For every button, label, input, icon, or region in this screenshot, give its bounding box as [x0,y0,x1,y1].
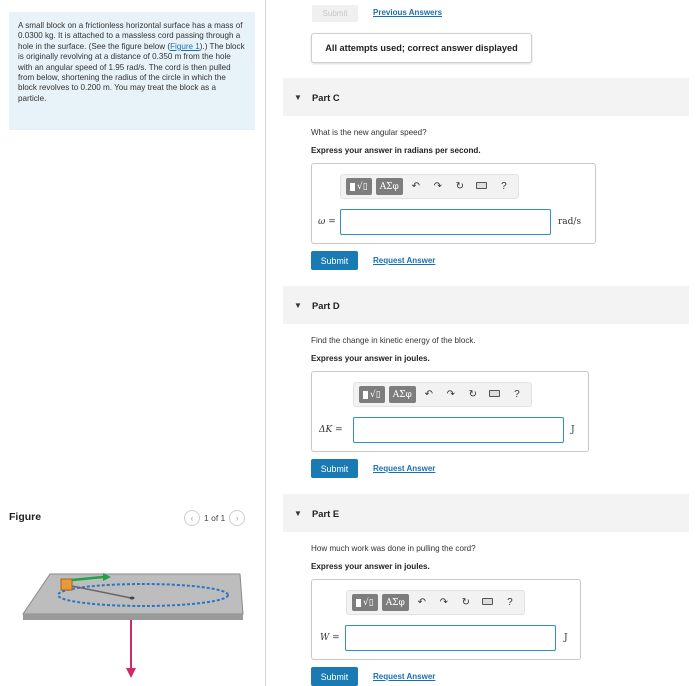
part-e-question: How much work was done in pulling the cord? [311,544,476,553]
part-d-submit-button[interactable]: Submit [311,459,358,478]
part-e-header[interactable] [283,494,689,532]
help-button[interactable]: ? [514,389,520,400]
math-toolbar [340,174,519,199]
caret-down-icon: ▼ [294,300,302,310]
reset-icon[interactable]: ↻ [455,181,465,192]
part-d-answer-panel [311,371,589,452]
submit-button-disabled: Submit [312,5,358,22]
part-c-header[interactable] [283,78,689,116]
problem-statement [9,12,255,130]
part-c-request-answer-link[interactable]: Request Answer [373,256,436,265]
variable-label: ω = [318,217,336,227]
chevron-left-icon: ‹ [190,513,194,523]
part-c-submit-button[interactable]: Submit [311,251,358,270]
variable-label: ΔK = [319,425,343,435]
unit-label: rad/s [558,217,582,227]
symbols-button[interactable]: ΑΣφ [376,178,403,195]
keyboard-icon[interactable] [473,181,491,192]
part-c-instructions: Express your answer in radians per second. [311,146,481,155]
figure-image [15,568,245,683]
redo-icon[interactable]: ↷ [433,181,443,192]
keyboard-icon[interactable] [479,597,497,608]
prev-figure-button[interactable] [184,510,200,526]
attempts-message: All attempts used; correct answer displayed [311,33,532,63]
help-button[interactable]: ? [507,597,513,608]
symbols-button[interactable]: ΑΣφ [382,594,409,611]
figure-pager [184,510,245,526]
redo-icon[interactable]: ↷ [439,597,449,608]
math-toolbar [353,382,532,407]
caret-down-icon: ▼ [294,508,302,518]
part-c-answer-panel [311,163,596,244]
unit-label: J [571,425,575,435]
chevron-right-icon: › [235,513,239,523]
undo-icon[interactable]: ↶ [424,389,434,400]
undo-icon[interactable]: ↶ [411,181,421,192]
part-e-request-answer-link[interactable]: Request Answer [373,672,436,681]
part-c-question: What is the new angular speed? [311,128,427,137]
part-d-header[interactable] [283,286,689,324]
part-d-instructions: Express your answer in joules. [311,354,430,363]
next-figure-button[interactable] [229,510,245,526]
figure-link[interactable]: Figure 1 [170,41,200,51]
math-toolbar [346,590,525,615]
undo-icon[interactable]: ↶ [417,597,427,608]
part-d-request-answer-link[interactable]: Request Answer [373,464,436,473]
part-d-title: Part D [312,299,340,311]
problem-text-start: A small block on a frictionless horizontal surface has a mass of 0.0300 kg. It is attached to a massless cord passing through a hole in the surface. (See the figure below ( [18,21,243,51]
caret-down-icon: ▼ [294,92,302,102]
templates-button[interactable]: √▯ [359,386,385,403]
part-c-title: Part C [312,91,340,103]
reset-icon[interactable]: ↻ [468,389,478,400]
unit-label: J [564,633,568,643]
figure-page-count: 1 of 1 [204,513,226,523]
problem-text-end: ).) The block is originally revolving at a distance of 0.350 m from the hole with an angular speed of 1.95 rad/s. The cord is then pulled from below, shortening the radius of the circle in which the block revolves to 0.200 m. You may treat the block as a particle. [18,41,245,103]
part-e-answer-panel [311,579,581,660]
part-e-submit-button[interactable]: Submit [311,667,358,686]
column-divider [265,0,266,686]
templates-button[interactable]: √▯ [346,178,372,195]
part-e-answer-input[interactable] [345,625,556,651]
previous-answers-link[interactable]: Previous Answers [373,8,443,17]
help-button[interactable]: ? [501,181,507,192]
variable-label: W = [320,633,340,643]
reset-icon[interactable]: ↻ [461,597,471,608]
figure-title: Figure [9,511,42,523]
part-e-instructions: Express your answer in joules. [311,562,430,571]
templates-button[interactable]: √▯ [352,594,378,611]
redo-icon[interactable]: ↷ [446,389,456,400]
part-d-question: Find the change in kinetic energy of the block. [311,336,476,345]
part-c-answer-input[interactable] [340,209,551,235]
symbols-button[interactable]: ΑΣφ [389,386,416,403]
part-e-title: Part E [312,507,340,519]
keyboard-icon[interactable] [486,389,504,400]
part-d-answer-input[interactable] [353,417,564,443]
